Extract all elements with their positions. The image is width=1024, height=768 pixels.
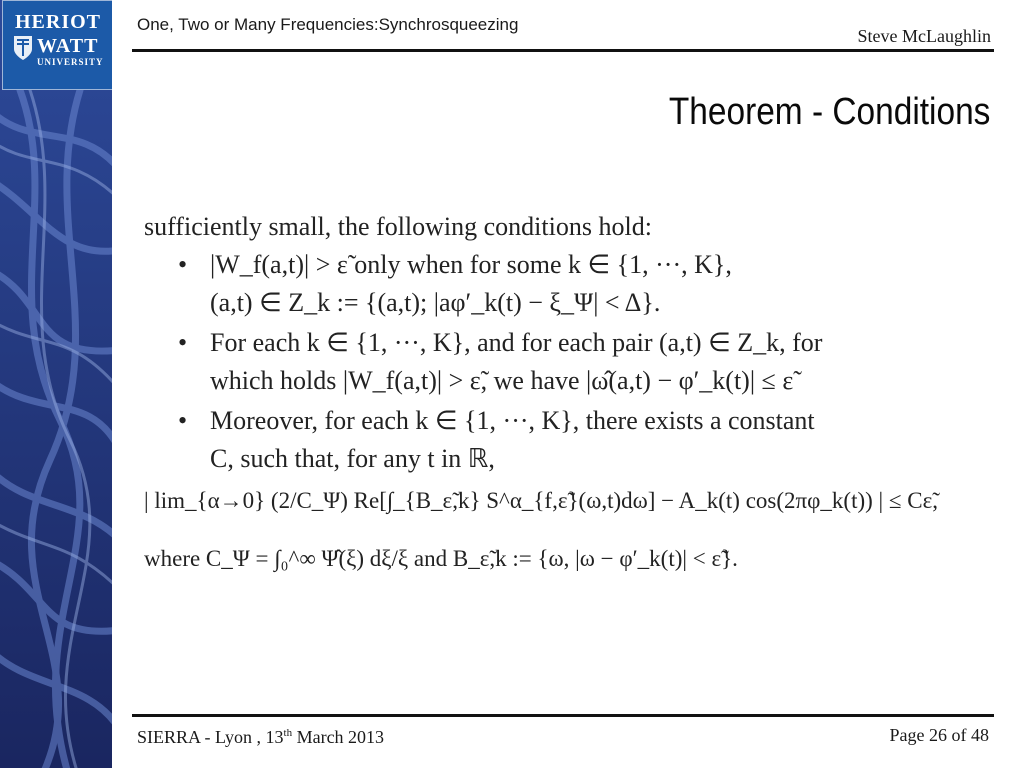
crest-icon [13, 35, 33, 61]
presentation-title: One, Two or Many Frequencies:Synchrosqueezing [137, 15, 519, 34]
condition-2-line-b: which holds |W_f(a,t)| > ε̃, we have |ω̂(a,t) − φ′_k(t)| ≤ ε̃ [210, 366, 794, 395]
author-name: Steve McLaughlin [857, 26, 991, 46]
header-divider [132, 49, 994, 52]
event-date: March 2013 [292, 727, 385, 747]
page-number: Page 26 of 48 [889, 725, 989, 745]
condition-3-line-b: C, such that, for any t in ℝ, [210, 444, 495, 473]
condition-1-line-b: (a,t) ∈ Z_k := {(a,t); |aφ′_k(t) − ξ_Ψ| < Δ}. [210, 288, 661, 317]
ribbon-pattern [0, 0, 112, 768]
date-ordinal: th [283, 727, 293, 739]
slide-title: Theorem - Conditions [668, 91, 990, 133]
bullet-icon: • [178, 328, 188, 357]
footer-divider [132, 714, 994, 717]
university-logo [2, 0, 112, 90]
decorative-sidebar [0, 0, 112, 768]
event-name: SIERRA - Lyon , 13 [137, 727, 284, 747]
condition-1-line-a: |W_f(a,t)| > ε̃ only when for some k ∈ {1, ···, K}, [210, 250, 732, 279]
logo-line3: UNIVERSITY [37, 57, 104, 67]
condition-3-line-a: Moreover, for each k ∈ {1, ···, K}, there exists a constant [210, 406, 815, 435]
theorem-conditions-content [144, 212, 980, 592]
definition-formula: where C_Ψ = ∫₀^∞ Ψ̂(ξ) dξ/ξ and B_ε̃,k := {ω, |ω − φ′_k(t)| < ε̃}. [144, 546, 738, 571]
logo-line2: WATT [37, 35, 99, 57]
bullet-icon: • [178, 406, 188, 435]
limit-formula: | lim_{α→0} (2/C_Ψ) Re[∫_{B_ε̃,k} S^α_{f,ε̃}(ω,t)dω] − A_k(t) cos(2πφ_k(t)) | ≤ Cε̃, [144, 488, 939, 513]
logo-line1: HERIOT [14, 11, 102, 33]
event-info [137, 727, 384, 748]
condition-2-line-a: For each k ∈ {1, ···, K}, and for each pair (a,t) ∈ Z_k, for [210, 328, 823, 357]
intro-text: sufficiently small, the following conditions hold: [144, 212, 652, 241]
bullet-icon: • [178, 250, 188, 279]
